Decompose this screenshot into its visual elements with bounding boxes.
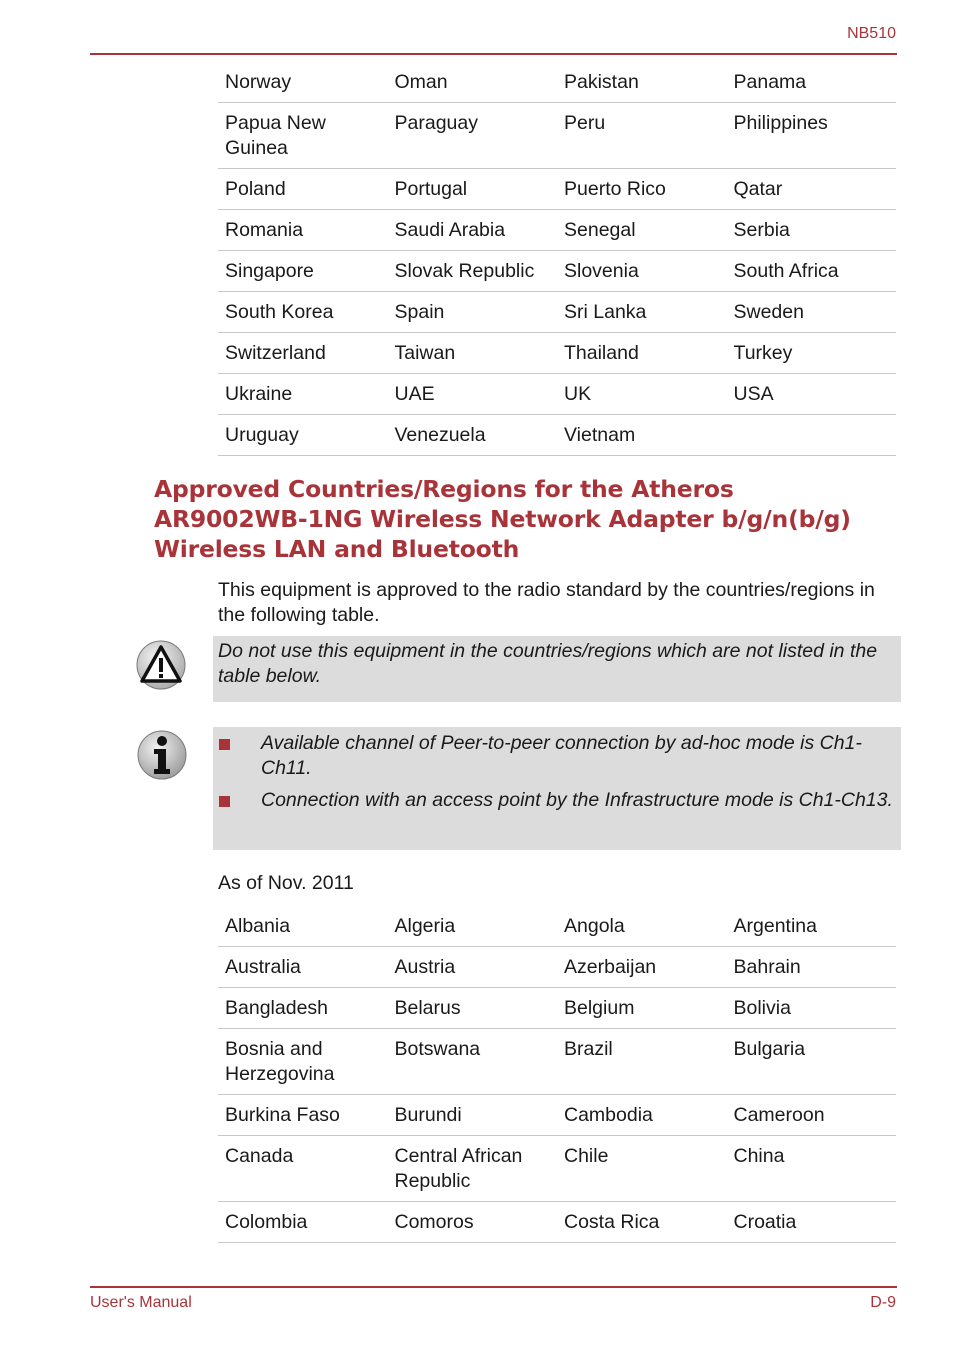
table-row bbox=[218, 169, 896, 210]
table-row bbox=[218, 103, 896, 169]
footer-manual-title: User's Manual bbox=[90, 1294, 192, 1311]
table-cell: Slovenia bbox=[557, 251, 727, 292]
info-icon bbox=[136, 729, 188, 786]
table-cell: Sweden bbox=[727, 292, 897, 333]
table-cell: China bbox=[727, 1136, 897, 1202]
table-cell: Azerbaijan bbox=[557, 947, 727, 988]
page-header-model: NB510 bbox=[847, 25, 896, 42]
table-row bbox=[218, 333, 896, 374]
table-cell: USA bbox=[727, 374, 897, 415]
table-cell: Angola bbox=[557, 906, 727, 947]
table-cell: Puerto Rico bbox=[557, 169, 727, 210]
table-cell: South Africa bbox=[727, 251, 897, 292]
table-row bbox=[218, 1202, 896, 1243]
table-cell: Spain bbox=[388, 292, 558, 333]
footer-rule bbox=[90, 1286, 897, 1288]
table-cell: Brazil bbox=[557, 1029, 727, 1095]
table-cell bbox=[727, 415, 897, 456]
section-heading-line: Wireless LAN and Bluetooth bbox=[154, 535, 520, 563]
table-cell: Belgium bbox=[557, 988, 727, 1029]
table-cell: Bulgaria bbox=[727, 1029, 897, 1095]
caution-text: Do not use this equipment in the countries/regions which are not listed in the table below. bbox=[218, 640, 878, 687]
section-heading-line: AR9002WB-1NG Wireless Network Adapter b/g/n(b/g) bbox=[154, 505, 851, 533]
caution-note bbox=[213, 636, 901, 702]
info-item-text: Available channel of Peer-to-peer connection by ad-hoc mode is Ch1-Ch11. bbox=[261, 732, 862, 779]
table-cell: Bosnia and Herzegovina bbox=[218, 1029, 388, 1095]
table-cell: Qatar bbox=[727, 169, 897, 210]
footer-page-number: D-9 bbox=[870, 1294, 896, 1311]
table-cell: Taiwan bbox=[388, 333, 558, 374]
table-cell: Saudi Arabia bbox=[388, 210, 558, 251]
table-row bbox=[218, 374, 896, 415]
table-cell: Romania bbox=[218, 210, 388, 251]
section-heading-line: Approved Countries/Regions for the Atheros bbox=[154, 475, 734, 503]
table-row bbox=[218, 1136, 896, 1202]
as-of-date: As of Nov. 2011 bbox=[218, 872, 354, 894]
table-cell: Vietnam bbox=[557, 415, 727, 456]
table-cell: Cameroon bbox=[727, 1095, 897, 1136]
table-cell: Norway bbox=[218, 62, 388, 103]
table-cell: Uruguay bbox=[218, 415, 388, 456]
table-cell: Pakistan bbox=[557, 62, 727, 103]
table-cell: Senegal bbox=[557, 210, 727, 251]
table-row bbox=[218, 292, 896, 333]
table-cell: Belarus bbox=[388, 988, 558, 1029]
table-cell: Burkina Faso bbox=[218, 1095, 388, 1136]
table-cell: Cambodia bbox=[557, 1095, 727, 1136]
table-cell: Switzerland bbox=[218, 333, 388, 374]
table-cell: Comoros bbox=[388, 1202, 558, 1243]
table-cell: Sri Lanka bbox=[557, 292, 727, 333]
table-cell: Paraguay bbox=[388, 103, 558, 169]
table-cell: Austria bbox=[388, 947, 558, 988]
table-cell: UAE bbox=[388, 374, 558, 415]
table-row bbox=[218, 988, 896, 1029]
intro-paragraph: This equipment is approved to the radio standard by the countries/regions in the following table. bbox=[218, 579, 875, 626]
table-cell: Central African Republic bbox=[388, 1136, 558, 1202]
table-cell: Argentina bbox=[727, 906, 897, 947]
table-cell: Serbia bbox=[727, 210, 897, 251]
table-cell: UK bbox=[557, 374, 727, 415]
table-cell: Algeria bbox=[388, 906, 558, 947]
table-cell: Canada bbox=[218, 1136, 388, 1202]
table-cell: Bolivia bbox=[727, 988, 897, 1029]
table-cell: Colombia bbox=[218, 1202, 388, 1243]
table-row bbox=[218, 62, 896, 103]
table-cell: Albania bbox=[218, 906, 388, 947]
table-cell: South Korea bbox=[218, 292, 388, 333]
table-cell: Portugal bbox=[388, 169, 558, 210]
table-cell: Bangladesh bbox=[218, 988, 388, 1029]
table-cell: Philippines bbox=[727, 103, 897, 169]
table-cell: Croatia bbox=[727, 1202, 897, 1243]
table-cell: Venezuela bbox=[388, 415, 558, 456]
table-cell: Oman bbox=[388, 62, 558, 103]
table-cell: Peru bbox=[557, 103, 727, 169]
table-cell: Botswana bbox=[388, 1029, 558, 1095]
countries-table-bottom bbox=[218, 906, 896, 1243]
table-row bbox=[218, 947, 896, 988]
countries-table-top bbox=[218, 62, 896, 456]
warning-triangle-icon bbox=[135, 639, 187, 696]
table-row bbox=[218, 251, 896, 292]
info-item-text: Connection with an access point by the Infrastructure mode is Ch1-Ch13. bbox=[261, 789, 893, 811]
table-cell: Burundi bbox=[388, 1095, 558, 1136]
table-row bbox=[218, 1095, 896, 1136]
table-cell: Panama bbox=[727, 62, 897, 103]
table-cell: Singapore bbox=[218, 251, 388, 292]
table-row bbox=[218, 210, 896, 251]
table-cell: Bahrain bbox=[727, 947, 897, 988]
table-row bbox=[218, 415, 896, 456]
bullet-square-icon bbox=[219, 796, 230, 807]
table-cell: Poland bbox=[218, 169, 388, 210]
table-cell: Turkey bbox=[727, 333, 897, 374]
section-heading bbox=[154, 474, 894, 564]
table-cell: Australia bbox=[218, 947, 388, 988]
table-row bbox=[218, 906, 896, 947]
table-cell: Papua New Guinea bbox=[218, 103, 388, 169]
table-cell: Thailand bbox=[557, 333, 727, 374]
info-note bbox=[213, 727, 901, 850]
header-rule bbox=[90, 53, 897, 55]
table-cell: Ukraine bbox=[218, 374, 388, 415]
table-cell: Chile bbox=[557, 1136, 727, 1202]
table-cell: Slovak Republic bbox=[388, 251, 558, 292]
table-row bbox=[218, 1029, 896, 1095]
bullet-square-icon bbox=[219, 739, 230, 750]
table-cell: Costa Rica bbox=[557, 1202, 727, 1243]
